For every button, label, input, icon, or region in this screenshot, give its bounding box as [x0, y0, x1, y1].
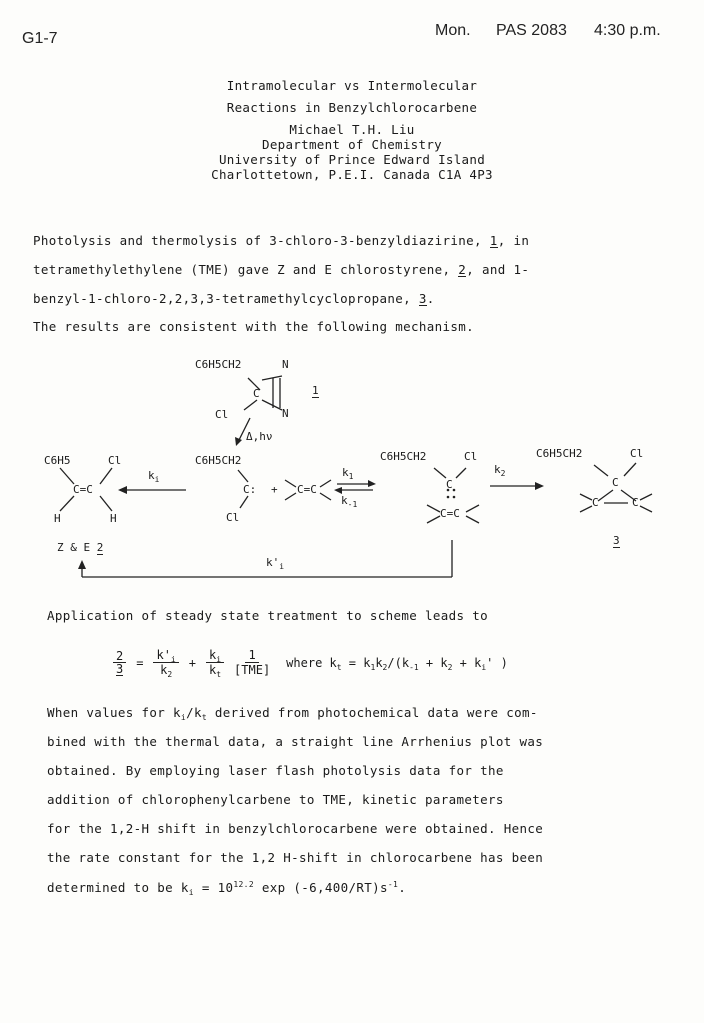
term-inverse-tme: $\frac{1}{\text{[TME]}}$ — [234, 648, 271, 677]
carbene-chlorine: Cl — [226, 511, 240, 524]
compound-ref-2: 2 — [458, 262, 467, 277]
cyclopropane-carbon-left: C — [592, 496, 599, 509]
session-day: Mon. — [435, 22, 471, 39]
tme-double-bond: C=C — [297, 483, 317, 496]
session-room: PAS 2083 — [496, 22, 567, 39]
session-time: 4:30 p.m. — [594, 22, 661, 39]
styrene-double-bond: C=C — [73, 483, 93, 496]
rate-equation: $\frac{2}{3}$ = $\frac{k'_i}{k_2}$ + $\frac{k_i}{k_t}$ $\frac{1}{\text{[TME]}}$ where $k_t = k_1k_2/(k_{-1} + k_2 + k_i'$ ) — [113, 648, 508, 677]
compound-ref-3: 3 — [418, 291, 427, 306]
intro-line-2: tetramethylethylene (TME) gave Z and E chlorostyrene, 2, and 1- — [33, 262, 530, 277]
steady-state-sentence: Application of steady state treatment to scheme leads to — [47, 608, 489, 623]
conclusion-line-5: for the 1,2-H shift in benzylchlorocarbene were obtained. Hence — [47, 821, 544, 836]
author-department: Department of Chemistry — [262, 137, 442, 152]
rate-constant-kprime-i: $k'_i$ — [266, 556, 285, 571]
carbene-carbon: C: — [243, 483, 257, 496]
conclusion-line-7: determined to be $k_i = 10^{12.2}$ $\exp (-6,400/RT)s^{-1}$. — [47, 880, 407, 897]
intro-line-4: The results are consistent with the following mechanism. — [33, 319, 475, 334]
term-ki-over-kt: $\frac{k_i}{k_t}$ — [206, 648, 224, 677]
diazirine-carbon: C — [253, 387, 260, 400]
intro-line-1: Photolysis and thermolysis of 3-chloro-3-benzyldiazirine, 1, in — [33, 233, 530, 248]
product-3-label: 3 — [613, 534, 620, 547]
product-ratio-fraction: $\frac{2}{3}$ — [113, 650, 126, 676]
complex-tme-double-bond: C=C — [440, 507, 460, 520]
rate-constant-k2: $k_2$ — [494, 463, 506, 478]
carbene-benzyl-group: C6H5CH2 — [195, 454, 242, 467]
conclusion-line-1: When values for $k_i/k_t$ derived from photochemical data were com- — [47, 705, 538, 722]
complex-benzyl-group: C6H5CH2 — [380, 450, 427, 463]
cyclopropane-carbon-right: C — [632, 496, 639, 509]
rate-constant-ki: $k_i$ — [148, 469, 160, 484]
product-2-label: Z & E 2 — [57, 541, 104, 554]
photolysis-label: Δ,hν — [246, 430, 273, 443]
cyclopropane-chlorine: Cl — [630, 447, 644, 460]
term-kprime-over-k2: $\frac{k'_i}{k_2}$ — [153, 648, 178, 677]
diazirine-nitrogen-top: N — [282, 358, 289, 371]
complex-carbene-carbon: C — [446, 478, 453, 491]
styrene-hydrogen-left: H — [54, 512, 61, 525]
styrene-phenyl: C6H5 — [44, 454, 71, 467]
complex-chlorine: Cl — [464, 450, 478, 463]
conclusion-line-6: the rate constant for the 1,2 H-shift in chlorocarbene has been — [47, 850, 544, 865]
paper-title-line-1: Intramolecular vs Intermolecular — [226, 78, 478, 93]
compound-1-label: 1 — [312, 384, 319, 397]
author-address: Charlottetown, P.E.I. Canada C1A 4P3 — [211, 167, 493, 182]
rate-constant-k-minus-1: $k_{-1}$ — [341, 494, 358, 509]
cyclopropane-carbon-top: C — [612, 476, 619, 489]
rate-constant-k1: $k_1$ — [342, 466, 354, 481]
kt-definition: where $k_t = k_1k_2/(k_{-1} + k_2 + k_i'$ ) — [286, 655, 508, 672]
styrene-hydrogen-right: H — [110, 512, 117, 525]
diazirine-chlorine: Cl — [215, 408, 229, 421]
diazirine-nitrogen-bottom: N — [282, 407, 289, 420]
compound-ref-1: 1 — [489, 233, 498, 248]
conclusion-line-2: bined with the thermal data, a straight line Arrhenius plot was — [47, 734, 544, 749]
conclusion-line-4: addition of chlorophenylcarbene to TME, kinetic parameters — [47, 792, 504, 807]
conclusion-line-3: obtained. By employing laser flash photolysis data for the — [47, 763, 504, 778]
author-name: Michael T.H. Liu — [289, 122, 415, 137]
document-code: G1-7 — [22, 30, 58, 47]
paper-title-line-2: Reactions in Benzylchlorocarbene — [226, 100, 478, 115]
cyclopropane-benzyl-group: C6H5CH2 — [536, 447, 583, 460]
plus-sign: + — [271, 483, 278, 496]
intro-line-3: benzyl-1-chloro-2,2,3,3-tetramethylcyclopropane, 3. — [33, 291, 435, 306]
diazirine-benzyl-group: C6H5CH2 — [195, 358, 242, 371]
author-university: University of Prince Edward Island — [218, 152, 486, 167]
styrene-chlorine: Cl — [108, 454, 122, 467]
